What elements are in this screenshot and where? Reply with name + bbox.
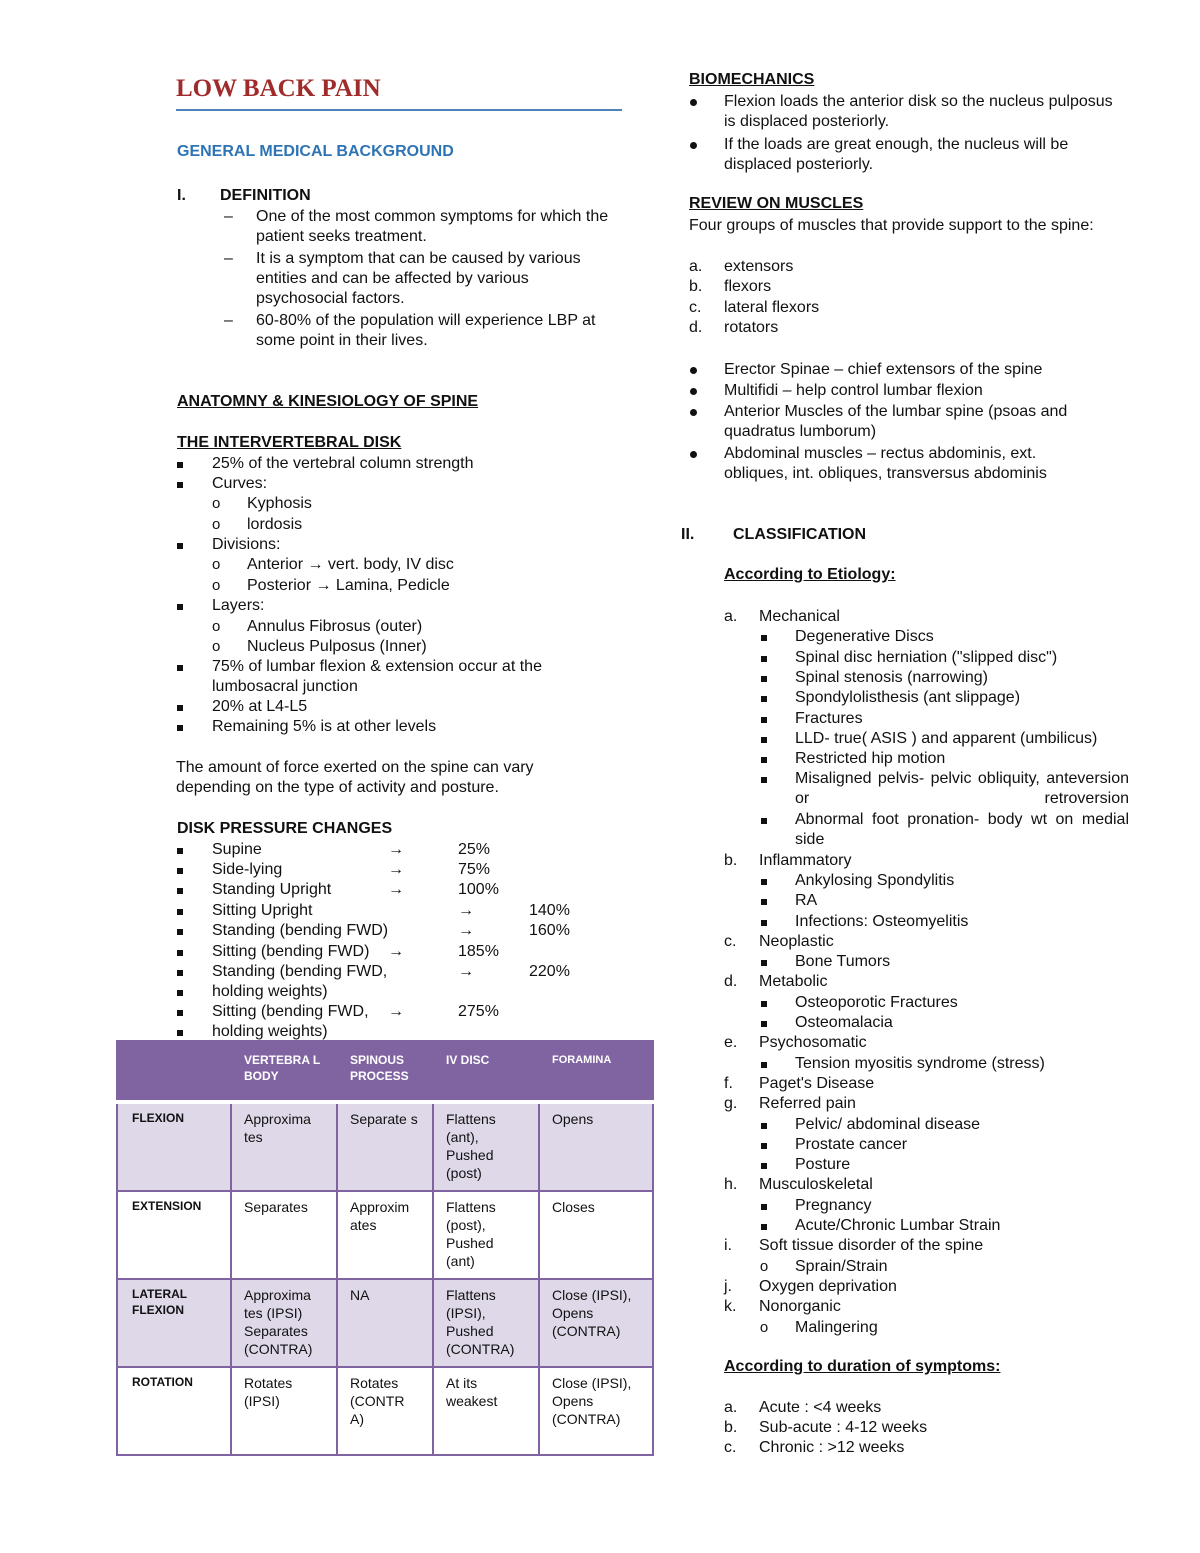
disk-item: Layers: [212, 597, 265, 614]
square-bullet [756, 993, 772, 1013]
disk-item: Curves: [212, 475, 268, 492]
circle-marker: o [212, 577, 221, 594]
muscle-group: rotators [724, 319, 779, 336]
square-bullet [756, 810, 772, 830]
square-bullet [756, 1054, 772, 1074]
square-bullet [172, 982, 188, 1002]
definition-item: One of the most common symptoms for which the patient seeks treatment. [256, 208, 609, 245]
muscle-note: Multifidi – help control lumbar flexion [724, 382, 983, 399]
etiology-subitem: Spondylolisthesis (ant slippage) [795, 689, 1021, 707]
etiology-subitem: Malingering [795, 1318, 878, 1336]
disk-subitem: Anterior → vert. body, IV disc [247, 556, 454, 573]
pressure-label: Standing (bending FWD, [212, 963, 388, 980]
table-row-label: EXTENSION [117, 1191, 231, 1279]
square-bullet [172, 840, 188, 860]
circle-marker: o [759, 1318, 769, 1336]
table-cell: Flattens (IPSI), Pushed (CONTRA) [433, 1279, 539, 1367]
square-bullet [756, 1135, 772, 1155]
square-bullet [756, 912, 772, 932]
biomechanics-heading: BIOMECHANICS [689, 71, 815, 88]
classification-heading: CLASSIFICATION [733, 526, 867, 543]
disk-item: Divisions: [212, 536, 281, 553]
pressure-value: 185% [458, 943, 499, 960]
table-cell: Rotates (CONTR A) [337, 1367, 433, 1455]
table-cell: Separates [231, 1191, 337, 1279]
etiology-subitem: Prostate cancer [795, 1135, 908, 1153]
pressure-label: holding weights) [212, 983, 328, 1000]
square-bullet [756, 729, 772, 749]
arrow-icon: → [388, 861, 404, 878]
circle-marker: o [212, 516, 221, 533]
etiology-category: Paget's Disease [759, 1074, 875, 1092]
table-cell: Approxima tes (IPSI) Separates (CONTRA) [231, 1279, 337, 1367]
pressure-label: Supine [212, 841, 262, 858]
duration-letter: b. [724, 1419, 738, 1436]
etiology-letter: f. [724, 1074, 733, 1092]
etiology-subitem: Spinal stenosis (narrowing) [795, 668, 988, 686]
duration-item: Sub-acute : 4-12 weeks [759, 1419, 928, 1436]
table-cell: Separate s [337, 1102, 433, 1191]
etiology-letter: h. [724, 1176, 738, 1194]
square-bullet [172, 717, 188, 737]
muscle-group: lateral flexors [724, 299, 820, 316]
pressure-label: Sitting (bending FWD) [212, 943, 370, 960]
round-bullet [685, 135, 701, 155]
square-bullet [756, 871, 772, 891]
duration-heading: According to duration of symptoms: [724, 1358, 1001, 1375]
circle-marker: o [212, 495, 221, 512]
square-bullet [756, 749, 772, 769]
etiology-subitem: Ankylosing Spondylitis [795, 871, 955, 889]
disk-subitem: Kyphosis [247, 495, 312, 512]
square-bullet [172, 962, 188, 982]
round-bullet [685, 92, 701, 112]
square-bullet [756, 688, 772, 708]
circle-marker: o [212, 618, 221, 635]
etiology-subitem: Sprain/Strain [795, 1257, 888, 1275]
disk-item: 20% at L4-L5 [212, 698, 308, 715]
disk-pressure-heading: DISK PRESSURE CHANGES [177, 820, 393, 837]
etiology-category: Nonorganic [759, 1298, 841, 1316]
square-bullet [172, 1022, 188, 1042]
disk-subitem: Annulus Fibrosus (outer) [247, 618, 423, 635]
disk-item: Remaining 5% is at other levels [212, 718, 437, 735]
pressure-label: Sitting (bending FWD, [212, 1003, 369, 1020]
disk-subitem: Nucleus Pulposus (Inner) [247, 638, 427, 655]
etiology-subitem: Tension myositis syndrome (stress) [795, 1054, 1045, 1072]
disk-subitem: lordosis [247, 516, 303, 533]
square-bullet [756, 1115, 772, 1135]
table-row-label: FLEXION [117, 1102, 231, 1191]
square-bullet [172, 880, 188, 900]
table-header-cell: FORAMINA [539, 1041, 653, 1102]
disk-item: 75% of lumbar flexion & extension occur at the lumbosacral junction [212, 658, 542, 695]
square-bullet [172, 657, 188, 677]
etiology-category: Metabolic [759, 973, 828, 991]
table-cell: Rotates (IPSI) [231, 1367, 337, 1455]
pressure-label: Standing Upright [212, 881, 332, 898]
arrow-icon: → [458, 902, 474, 919]
etiology-heading: According to Etiology: [724, 566, 896, 583]
etiology-subitem: LLD- true( ASIS ) and apparent (umbilicus) [795, 729, 1098, 747]
pressure-value: 275% [458, 1003, 499, 1020]
dash-marker: – [224, 208, 233, 225]
duration-item: Acute : <4 weeks [759, 1399, 882, 1416]
definition-heading: DEFINITION [220, 187, 311, 204]
pressure-value: 25% [458, 841, 491, 858]
etiology-letter: c. [724, 932, 737, 950]
square-bullet [756, 891, 772, 911]
arrow-icon: → [458, 922, 474, 939]
anatomy-heading: ANATOMNY & KINESIOLOGY OF SPINE [177, 393, 479, 410]
classification-numeral: II. [681, 526, 695, 543]
arrow-icon: → [388, 943, 404, 960]
etiology-subitem: Infections: Osteomyelitis [795, 912, 969, 930]
pressure-label: Standing (bending FWD) [212, 922, 389, 939]
etiology-letter: g. [724, 1095, 738, 1113]
etiology-category: Inflammatory [759, 851, 852, 869]
square-bullet [756, 648, 772, 668]
muscle-note: Abdominal muscles – rectus abdominis, ext. obliques, int. obliques, transversus abdominis [724, 445, 1047, 482]
table-header-cell: IV DISC [433, 1041, 539, 1102]
table-row [117, 1102, 653, 1191]
muscle-group: extensors [724, 258, 794, 275]
square-bullet [756, 1196, 772, 1216]
table-row-label: ROTATION [117, 1367, 231, 1455]
disk-item: 25% of the vertebral column strength [212, 455, 474, 472]
table-row [117, 1191, 653, 1279]
pressure-value: 140% [529, 902, 570, 919]
group-letter: a. [689, 258, 703, 275]
force-paragraph: The amount of force exerted on the spine can vary depending on the type of activity and posture. [176, 759, 534, 796]
biomechanics-item: Flexion loads the anterior disk so the nucleus pulposus is displaced posteriorly. [724, 93, 1113, 130]
square-bullet [172, 1002, 188, 1022]
square-bullet [172, 901, 188, 921]
etiology-subitem: Spinal disc herniation ("slipped disc") [795, 648, 1058, 666]
motion-effects-table [116, 1040, 654, 1456]
square-bullet [172, 454, 188, 474]
etiology-category: Soft tissue disorder of the spine [759, 1237, 984, 1255]
table-cell: Flattens (post), Pushed (ant) [433, 1191, 539, 1279]
arrow-icon: → [388, 1003, 404, 1020]
table-cell: Approxim ates [337, 1191, 433, 1279]
general-medical-heading: GENERAL MEDICAL BACKGROUND [177, 143, 454, 160]
square-bullet [756, 1013, 772, 1033]
etiology-subitem: Pregnancy [795, 1196, 872, 1214]
etiology-subitem: Osteoporotic Fractures [795, 993, 958, 1011]
etiology-letter: d. [724, 973, 738, 991]
etiology-subitem: Bone Tumors [795, 953, 891, 971]
circle-marker: o [759, 1257, 769, 1275]
table-cell: At its weakest [433, 1367, 539, 1455]
table-row [117, 1367, 653, 1455]
duration-item: Chronic : >12 weeks [759, 1439, 905, 1456]
etiology-subitem: Pelvic/ abdominal disease [795, 1115, 980, 1133]
review-muscles-heading: REVIEW ON MUSCLES [689, 195, 864, 212]
etiology-letter: e. [724, 1034, 738, 1052]
title-underline [176, 109, 622, 111]
etiology-subitem: Degenerative Discs [795, 628, 934, 646]
square-bullet [756, 1216, 772, 1236]
pressure-value: 160% [529, 922, 570, 939]
etiology-letter: a. [724, 608, 738, 625]
table-cell: Opens [539, 1102, 653, 1191]
round-bullet [685, 444, 701, 464]
pressure-value: 100% [458, 881, 499, 898]
etiology-letter: i. [724, 1237, 732, 1255]
table-row [117, 1279, 653, 1367]
etiology-subitem: Fractures [795, 709, 863, 727]
arrow-icon: → [388, 841, 404, 858]
muscle-note: Erector Spinae – chief extensors of the spine [724, 361, 1043, 378]
table-cell: Flattens (ant), Pushed (post) [433, 1102, 539, 1191]
square-bullet [172, 596, 188, 616]
etiology-subitem: Acute/Chronic Lumbar Strain [795, 1217, 1001, 1234]
square-bullet [756, 952, 772, 972]
etiology-letter: b. [724, 851, 738, 869]
intervertebral-disk-heading: THE INTERVERTEBRAL DISK [177, 434, 402, 451]
muscles-intro: Four groups of muscles that provide support to the spine: [689, 217, 1094, 234]
group-letter: c. [689, 299, 702, 316]
etiology-category: Psychosomatic [759, 1034, 867, 1052]
etiology-category: Mechanical [759, 608, 840, 625]
etiology-subitem: Abnormal foot pronation- body wt on medial side [795, 811, 1129, 848]
square-bullet [756, 709, 772, 729]
table-cell: NA [337, 1279, 433, 1367]
etiology-subitem: Osteomalacia [795, 1014, 893, 1031]
square-bullet [756, 1155, 772, 1175]
etiology-letter: k. [724, 1298, 737, 1316]
square-bullet [172, 942, 188, 962]
table-cell: Closes [539, 1191, 653, 1279]
pressure-label: holding weights) [212, 1023, 328, 1040]
definition-item: It is a symptom that can be caused by various entities and can be affected by various psychosocial factors. [256, 250, 581, 307]
square-bullet [172, 860, 188, 880]
duration-letter: c. [724, 1439, 737, 1456]
disk-subitem: Posterior → Lamina, Pedicle [247, 577, 450, 594]
circle-marker: o [212, 556, 221, 573]
definition-numeral: I. [177, 187, 186, 204]
pressure-value: 220% [529, 963, 570, 980]
square-bullet [172, 921, 188, 941]
round-bullet [685, 360, 701, 380]
table-header-cell: SPINOUS PROCESS [337, 1041, 433, 1102]
group-letter: b. [689, 278, 703, 295]
table-cell: Close (IPSI), Opens (CONTRA) [539, 1367, 653, 1455]
etiology-category: Referred pain [759, 1095, 856, 1113]
dash-marker: – [224, 312, 233, 329]
round-bullet [685, 402, 701, 422]
etiology-category: Neoplastic [759, 932, 834, 950]
table-cell: Close (IPSI), Opens (CONTRA) [539, 1279, 653, 1367]
pressure-label: Side-lying [212, 861, 283, 878]
square-bullet [172, 474, 188, 494]
etiology-category: Oxygen deprivation [759, 1277, 897, 1295]
table-header-cell: VERTEBRA L BODY [231, 1041, 337, 1102]
circle-marker: o [212, 638, 221, 655]
square-bullet [756, 627, 772, 647]
biomechanics-item: If the loads are great enough, the nucleus will be displaced posteriorly. [724, 136, 1069, 173]
definition-item: 60-80% of the population will experience LBP at some point in their lives. [256, 312, 596, 349]
etiology-subitem: Posture [795, 1156, 851, 1174]
duration-letter: a. [724, 1399, 738, 1416]
group-letter: d. [689, 319, 703, 336]
pressure-value: 75% [458, 861, 491, 878]
muscle-note: Anterior Muscles of the lumbar spine (psoas and quadratus lumborum) [724, 403, 1068, 440]
arrow-icon: → [458, 963, 474, 980]
etiology-letter: j. [724, 1277, 732, 1295]
table-header-row [117, 1041, 653, 1102]
etiology-category: Musculoskeletal [759, 1176, 873, 1194]
table-row-label: LATERAL FLEXION [117, 1279, 231, 1367]
etiology-subitem: Restricted hip motion [795, 750, 946, 768]
table-cell: Approxima tes [231, 1102, 337, 1191]
document-title: LOW BACK PAIN [176, 75, 381, 102]
square-bullet [172, 535, 188, 555]
table-header-cell [117, 1041, 231, 1102]
square-bullet [172, 697, 188, 717]
arrow-icon: → [388, 881, 404, 898]
pressure-label: Sitting Upright [212, 902, 313, 919]
square-bullet [756, 769, 772, 789]
etiology-subitem: RA [795, 892, 818, 910]
dash-marker: – [224, 250, 233, 267]
etiology-subitem: Misaligned pelvis- pelvic obliquity, anteversion or retroversion [795, 770, 1129, 808]
muscle-group: flexors [724, 278, 772, 295]
square-bullet [756, 668, 772, 688]
round-bullet [685, 381, 701, 401]
